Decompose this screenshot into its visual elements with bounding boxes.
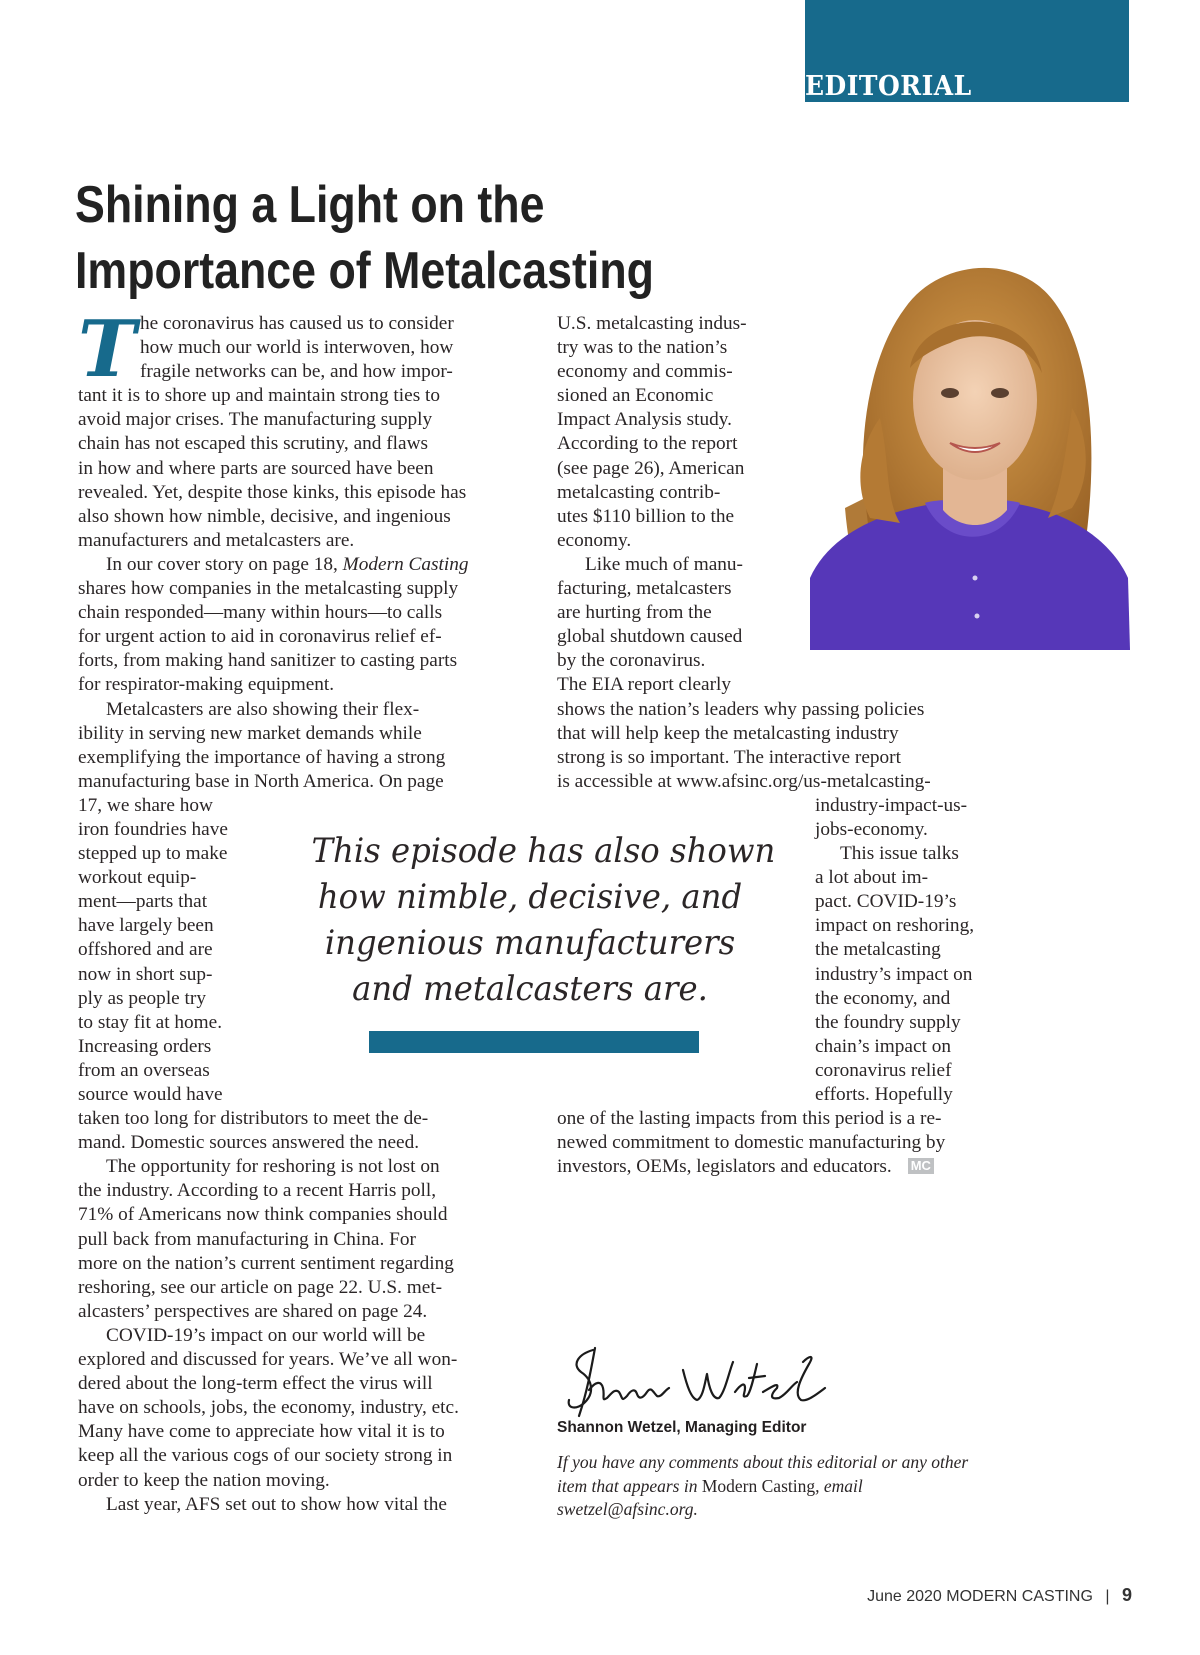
text-line: In our cover story on page 18, Modern Casting	[106, 553, 469, 575]
text-line: for urgent action to aid in coronavirus relief ef-	[78, 626, 442, 648]
text-line: facturing, metalcasters	[557, 578, 732, 600]
text-line: more on the nation’s current sentiment regarding	[78, 1252, 454, 1274]
text-line: (see page 26), American	[557, 457, 745, 479]
text-line: dered about the long-term effect the virus will	[78, 1373, 433, 1395]
text-line: from an overseas	[78, 1059, 210, 1081]
text-line: for respirator-making equipment.	[78, 674, 335, 696]
pull-quote-line: This episode has also shown	[311, 831, 776, 871]
text-line: 71% of Americans now think companies should	[78, 1204, 448, 1226]
text-line: Metalcasters are also showing their flex-	[106, 698, 420, 720]
text-line: economy and commis-	[557, 361, 733, 383]
text-line: economy.	[557, 529, 632, 551]
magazine-name: Modern Casting	[342, 553, 469, 575]
text-line: The opportunity for reshoring is not lost on	[106, 1156, 440, 1178]
pull-quote-line: and metalcasters are.	[352, 969, 708, 1009]
text-line: industry’s impact on	[815, 963, 973, 985]
text-line: pact. COVID-19’s	[815, 891, 957, 913]
text-line: tant it is to shore up and maintain strong ties to	[78, 385, 441, 407]
text-line: also shown how nimble, decisive, and ingenious	[78, 505, 451, 527]
text-line: order to keep the nation moving.	[78, 1469, 330, 1491]
text-line: forts, from making hand sanitizer to casting parts	[78, 650, 458, 672]
text-line: fragile networks can be, and how impor-	[140, 361, 453, 383]
text-line: the industry. According to a recent Harris poll,	[78, 1180, 437, 1202]
title-line-2: Importance of Metalcasting	[75, 242, 654, 300]
text-line: in how and where parts are sourced have been	[78, 457, 434, 479]
text-line: chain’s impact on	[815, 1035, 952, 1057]
text-line: stepped up to make	[78, 843, 228, 865]
text-line: offshored and are	[78, 939, 213, 961]
text-line: ibility in serving new market demands while	[78, 722, 422, 744]
text-line: chain responded—many within hours—to calls	[78, 602, 443, 624]
text-line: taken too long for distributors to meet the de-	[78, 1108, 429, 1130]
text-line: investors, OEMs, legislators and educators. MC	[557, 1155, 997, 1179]
text-line: pull back from manufacturing in China. For	[78, 1228, 416, 1250]
text-line: keep all the various cogs of our society strong in	[78, 1445, 453, 1467]
text-line: workout equip-	[78, 867, 197, 889]
text-line: to stay fit at home.	[78, 1011, 223, 1033]
end-mark-badge: MC	[908, 1158, 934, 1174]
page-footer	[867, 1585, 1132, 1606]
author-photo	[810, 248, 1130, 650]
text-line: 17, we share how	[78, 794, 213, 816]
text-line: is accessible at www.afsinc.org/us-metalcasting-	[557, 770, 931, 792]
text-line: ply as people try	[78, 987, 206, 1009]
footer-divider: |	[1105, 1588, 1110, 1605]
page-number: 9	[1121, 1585, 1132, 1605]
text-line: try was to the nation’s	[557, 337, 728, 359]
article-title	[75, 172, 677, 304]
text-line: efforts. Hopefully	[815, 1084, 953, 1105]
pull-quote-line: how nimble, decisive, and	[317, 877, 743, 917]
text-line: sioned an Economic	[557, 385, 714, 407]
text-line: the economy, and	[815, 987, 951, 1009]
title-line-1: Shining a Light on the	[75, 176, 545, 234]
text-line: Many have come to appreciate how vital it is to	[78, 1421, 445, 1443]
pull-quote	[311, 828, 776, 1012]
text-line: ment—parts that	[78, 891, 208, 913]
text-line: manufacturers and metalcasters are.	[78, 529, 355, 551]
magazine-title: MODERN CASTING	[946, 1588, 1093, 1605]
text-line: COVID-19’s impact on our world will be	[106, 1324, 426, 1346]
text-line: revealed. Yet, despite those kinks, this episode has	[78, 481, 467, 503]
editor-email[interactable]: swetzel@afsinc.org.	[557, 1499, 698, 1519]
text-line: the metalcasting	[815, 939, 941, 961]
text-line: strong is so important. The interactive report	[557, 746, 901, 768]
text-line: industry-impact-us-	[815, 794, 968, 816]
text-line: manufacturing base in North America. On page	[78, 770, 444, 792]
text-line: explored and discussed for years. We’ve all won-	[78, 1349, 458, 1371]
text-line: Impact Analysis study.	[557, 409, 732, 431]
text-line: shares how companies in the metalcasting supply	[78, 578, 459, 600]
text-line: Increasing orders	[78, 1035, 212, 1057]
text-line: global shutdown caused	[557, 626, 743, 648]
handwritten-signature	[565, 1342, 845, 1422]
text-line: source would have	[78, 1084, 223, 1105]
text-line: by the coronavirus.	[557, 650, 706, 672]
signer-name: Shannon Wetzel, Managing Editor	[557, 1419, 807, 1436]
text-line: U.S. metalcasting indus-	[557, 313, 747, 334]
text-line: Last year, AFS set out to show how vital the	[106, 1493, 447, 1515]
pull-quote-line: ingenious manufacturers	[324, 923, 736, 963]
text-line: impact on reshoring,	[815, 915, 975, 937]
text-line: jobs-economy.	[815, 818, 928, 840]
text-line: shows the nation’s leaders why passing policies	[557, 698, 925, 720]
text-line: According to the report	[557, 433, 738, 455]
comments-line-2: item that appears in Modern Casting, email	[557, 1475, 863, 1496]
text-line: he coronavirus has caused us to consider	[140, 313, 454, 334]
comments-note	[557, 1451, 1017, 1522]
text-line: The EIA report clearly	[557, 674, 731, 696]
text-line: one of the lasting impacts from this period is a re-	[557, 1108, 942, 1130]
comments-line-1: If you have any comments about this editorial or any other	[557, 1452, 969, 1472]
text-line: the foundry supply	[815, 1011, 961, 1033]
text-line: are hurting from the	[557, 602, 712, 624]
text-line: now in short sup-	[78, 963, 213, 985]
magazine-name: Modern Casting	[701, 1475, 816, 1496]
text-line: metalcasting contrib-	[557, 481, 721, 503]
text-line: have on schools, jobs, the economy, industry, etc.	[78, 1397, 459, 1419]
section-label: EDITORIAL	[805, 70, 972, 102]
text-line: alcasters’ perspectives are shared on page 24.	[78, 1300, 428, 1322]
pull-quote-rule	[369, 1031, 699, 1053]
text-line: iron foundries have	[78, 818, 228, 840]
text-line: have largely been	[78, 915, 214, 937]
text-line: that will help keep the metalcasting industry	[557, 722, 899, 744]
text-line: reshoring, see our article on page 22. U.S. met-	[78, 1276, 443, 1298]
text-line: how much our world is interwoven, how	[140, 337, 454, 359]
text-line: Like much of manu-	[585, 553, 743, 575]
text-line: This issue talks	[840, 843, 959, 865]
issue-date: June 2020	[867, 1588, 942, 1605]
text-line: newed commitment to domestic manufacturing by	[557, 1132, 946, 1154]
text-line: mand. Domestic sources answered the need.	[78, 1132, 420, 1154]
text-line: coronavirus relief	[815, 1059, 952, 1081]
text-line: exemplifying the importance of having a strong	[78, 746, 446, 768]
text-line: avoid major crises. The manufacturing supply	[78, 409, 433, 431]
text-line: chain has not escaped this scrutiny, and flaws	[78, 433, 428, 455]
drop-cap: T	[78, 304, 137, 395]
text-line: a lot about im-	[815, 867, 928, 889]
text-line: utes $110 billion to the	[557, 505, 735, 527]
